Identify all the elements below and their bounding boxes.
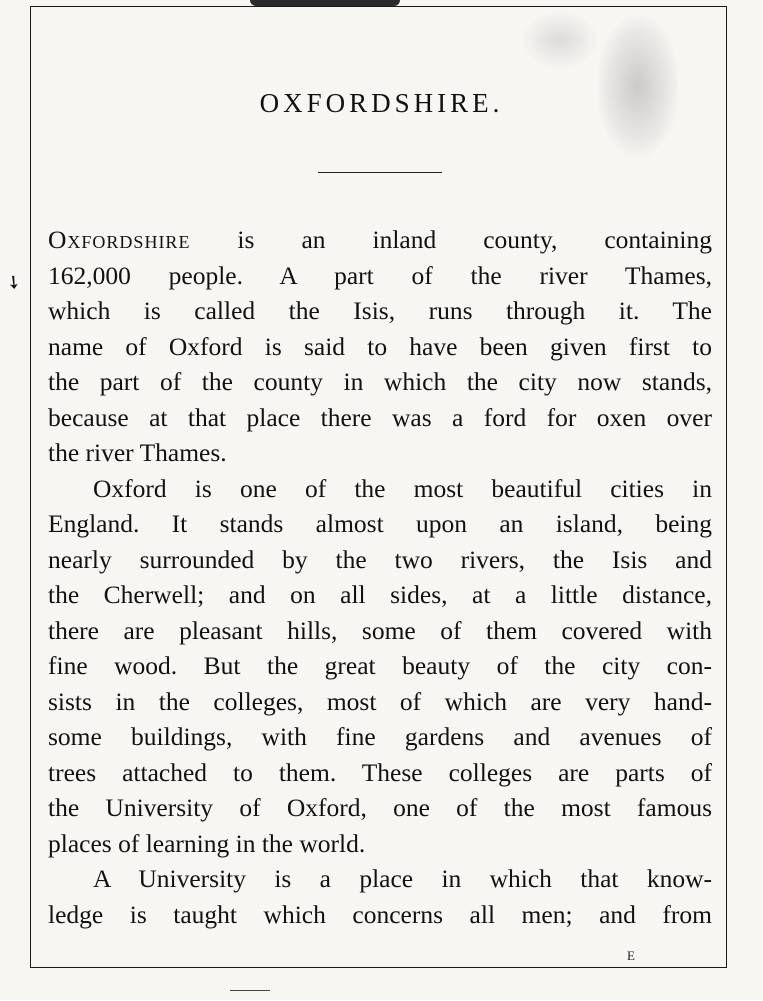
page-title: OXFORDSHIRE. bbox=[259, 88, 504, 118]
text-line: England. It stands almost upon an island, being bbox=[48, 509, 712, 538]
text-line: A University is a place in which that know- bbox=[93, 864, 712, 893]
text-line: fine wood. But the great beauty of the city con- bbox=[48, 651, 712, 680]
text-line: Oxfordshire is an inland county, containing bbox=[48, 225, 712, 254]
text-line: Oxford is one of the most beautiful cities in bbox=[93, 473, 712, 503]
text-line: 162,000 people. A part of the river Thames, bbox=[48, 260, 712, 290]
text-line: the Cherwell; and on all sides, at a little distance, bbox=[48, 580, 712, 609]
text-line: some buildings, with fine gardens and avenues of bbox=[48, 722, 712, 751]
text-line: there are pleasant hills, some of them covered with bbox=[48, 615, 712, 645]
text-line: the part of the county in which the city now stands, bbox=[48, 367, 712, 396]
text-line: nearly surrounded by the two rivers, the Isis and bbox=[48, 544, 712, 574]
page-bottom-edge bbox=[230, 990, 270, 1001]
text-line: which is called the Isis, runs through it. The bbox=[48, 296, 712, 325]
county-name: Oxfordshire bbox=[48, 225, 191, 254]
text-line: sists in the colleges, most of which are very hand- bbox=[48, 686, 712, 716]
text-line: ledge is taught which concerns all men; and from bbox=[48, 899, 712, 929]
text-line: the river Thames. bbox=[48, 438, 227, 467]
text-line: name of Oxford is said to have been given first to bbox=[48, 331, 712, 361]
text-line: trees attached to them. These colleges are parts of bbox=[48, 757, 712, 787]
body-text bbox=[48, 222, 712, 932]
margin-mark: ➘ bbox=[1, 269, 27, 296]
title-rule bbox=[318, 172, 442, 173]
text-line: because at that place there was a ford for oxen over bbox=[48, 402, 712, 432]
text-line: places of learning in the world. bbox=[48, 828, 366, 858]
signature-mark: E bbox=[627, 948, 635, 963]
text-line: the University of Oxford, one of the most famous bbox=[48, 793, 712, 822]
